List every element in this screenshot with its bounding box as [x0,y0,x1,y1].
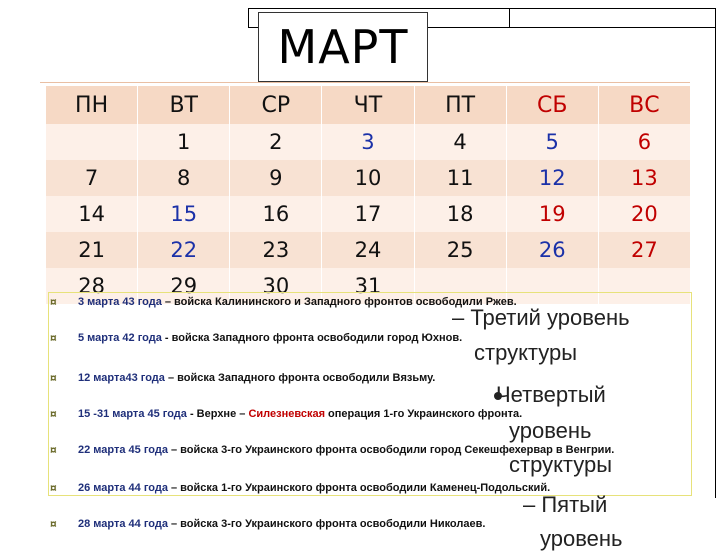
week-row-1 [46,124,690,160]
day-cell: 10 [322,160,414,196]
day-cell: 26 [506,232,598,268]
week-row-4 [46,232,690,268]
day-cell: 11 [414,160,506,196]
day-cell: 2 [230,124,322,160]
day-cell: 25 [414,232,506,268]
event-text: операция 1-го Украинского фронта. [324,408,523,420]
weekday-mon: ПН [46,86,138,124]
weekday-header-row [46,86,690,124]
day-cell: 27 [598,232,690,268]
event-text: – войска 1-го Украинского фронта освободили Каменец-Подольский. [167,482,551,494]
weekday-thu: ЧТ [322,86,414,124]
event-date: 3 марта 43 года [78,296,162,308]
ghost-line: – Третий уровень [452,305,630,330]
day-cell: 3 [322,124,414,160]
bullet-icon: ¤ [50,331,57,345]
day-cell: 12 [506,160,598,196]
day-cell: 4 [414,124,506,160]
calendar-grid [46,86,690,304]
bullet-icon: ¤ [50,295,57,309]
ghost-line: уровень [509,418,592,443]
event-text: – войска 3-го Украинского фронта освободили Николаев. [167,518,486,530]
day-cell: 5 [506,124,598,160]
day-cell: 28 [46,268,138,304]
day-cell: 15 [138,196,230,232]
day-cell: 17 [322,196,414,232]
day-cell: 18 [414,196,506,232]
week-row-2 [46,160,690,196]
day-cell: 22 [138,232,230,268]
day-cell: 29 [138,268,230,304]
day-cell: 8 [138,160,230,196]
bullet-icon: ¤ [50,481,57,495]
day-cell: 19 [506,196,598,232]
weekday-sat: СБ [506,86,598,124]
day-cell: 16 [230,196,322,232]
ghost-line: структуры [509,452,613,477]
event-text: – войска 3-го Украинского фронта освободили город Секешфехервар в Венгрии. [167,444,615,456]
weekday-sun: ВС [598,86,690,124]
day-cell: 20 [598,196,690,232]
day-cell: 6 [598,124,690,160]
event-highlight: Силезневская [248,408,325,420]
day-cell: 13 [598,160,690,196]
day-cell: 23 [230,232,322,268]
day-cell: 24 [322,232,414,268]
event-date: 28 марта 44 года [78,518,168,530]
bullet-icon: ¤ [50,443,57,457]
event-text: – войска Западного фронта освободили Вязьму. [164,372,436,384]
event-text: - Верхне – [186,408,249,420]
weekday-tue: ВТ [138,86,230,124]
event-text: - войска Западного фронта освободили город Юхнов. [161,332,463,344]
day-cell: 31 [322,268,414,304]
day-cell [46,124,138,160]
weekday-fri: ПТ [414,86,506,124]
day-cell: 14 [46,196,138,232]
week-row-3 [46,196,690,232]
day-cell: 21 [46,232,138,268]
day-cell: 30 [230,268,322,304]
bullet-icon: ¤ [50,407,57,421]
right-border-line [715,28,716,498]
event-date: 15 -31 марта 45 года [78,408,187,420]
bullet-icon: ¤ [50,371,57,385]
day-cell: 1 [138,124,230,160]
month-title: МАРТ [277,20,409,74]
ghost-line: уровень [540,526,623,551]
event-date: 12 марта43 года [78,372,165,384]
strip-divider [509,9,510,27]
event-text: – войска Калининского и Западного фронтов освободили Ржев. [161,296,517,308]
day-cell: 9 [230,160,322,196]
event-date: 5 марта 42 года [78,332,162,344]
ghost-line: – Пятый [523,492,608,517]
month-title-box [258,12,428,82]
ghost-line: структуры [474,340,578,365]
ghost-line: Четвертый [496,382,606,407]
bullet-icon: ¤ [50,517,57,531]
header-rule [40,82,690,83]
weekday-wed: СР [230,86,322,124]
event-date: 26 марта 44 года [78,482,168,494]
event-date: 22 марта 45 года [78,444,168,456]
day-cell: 7 [46,160,138,196]
